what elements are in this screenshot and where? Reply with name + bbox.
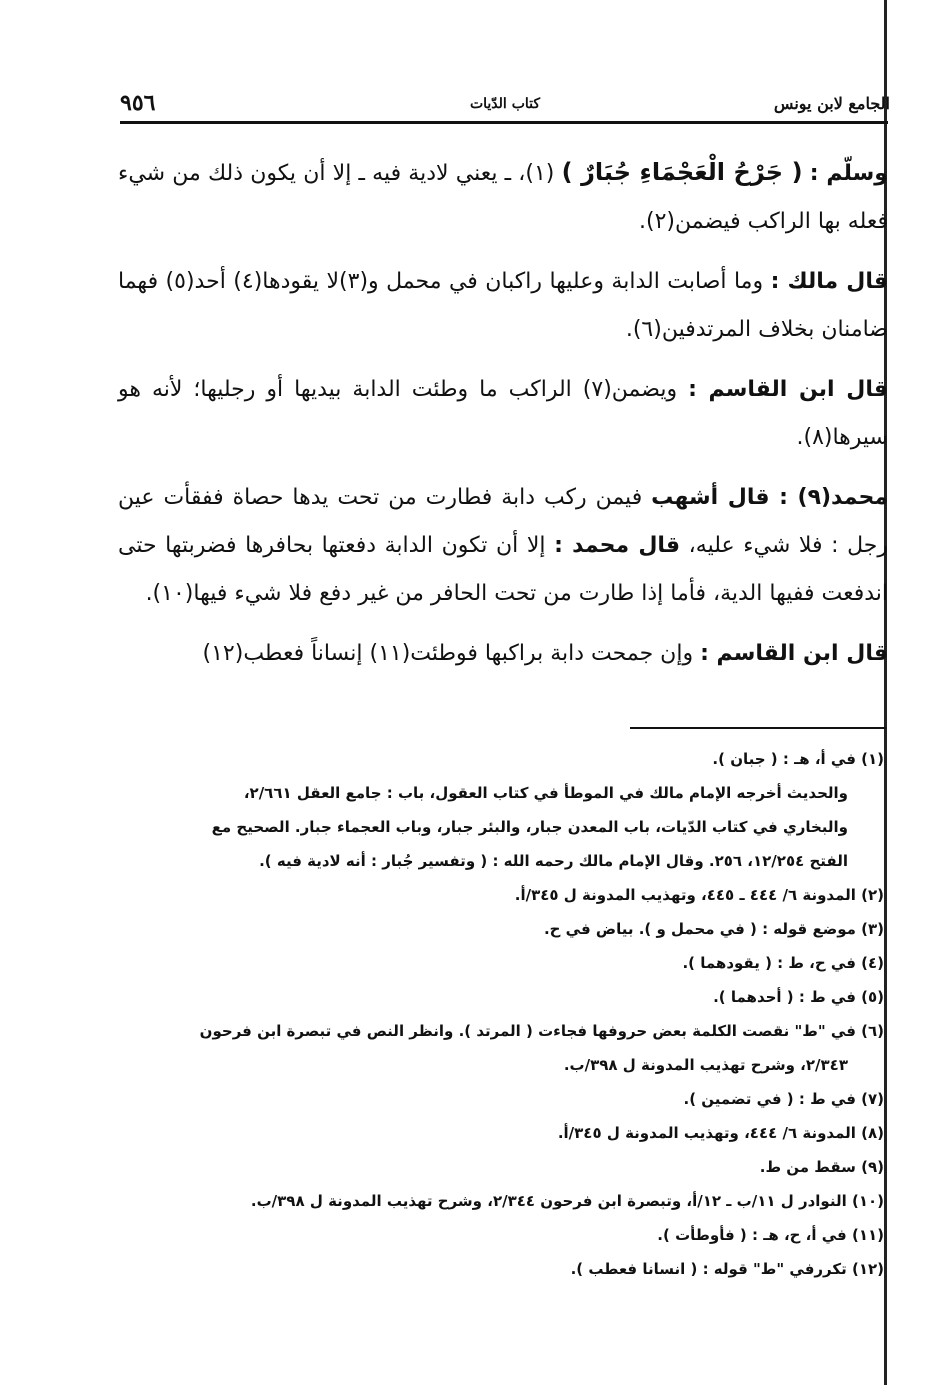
running-header bbox=[120, 92, 890, 120]
paragraph-lead: قال ابن القاسم : bbox=[700, 641, 888, 666]
footnote: (٨) المدونة ٦/ ٤٤٤، وتهذيب المدونة ل ٣٤٥/أ. bbox=[557, 1124, 884, 1142]
footnote: (٥) في ط : ( أحدهما ). bbox=[713, 988, 884, 1006]
footnote: (٧) في ط : ( في تضمين ). bbox=[683, 1090, 884, 1108]
paragraph-text-2: إلا أن تكون الدابة دفعتها بحافرها فضربتها حتى اندفعت ففيها الدية، فأما إذا طارت من تحت الحافر من غير دفع فلا شيء فيها(١٠). bbox=[118, 533, 888, 606]
footnote: (٩) سقط من ط. bbox=[759, 1158, 884, 1176]
footnote-continuation: ٢/٣٤٣، وشرح تهذيب المدونة ل ٣٩٨/ب. bbox=[563, 1056, 848, 1074]
paragraph-1 bbox=[118, 148, 888, 246]
footnotes bbox=[118, 742, 884, 1286]
footnote-continuation: والحديث أخرجه الإمام مالك في الموطأ في كتاب العقول، باب : جامع العقل ٢/٦٦١، bbox=[243, 784, 848, 802]
footnote-continuation: والبخاري في كتاب الدّيات، باب المعدن جبار، والبئر جبار، وباب العجماء جبار. الصحيح مع bbox=[211, 818, 848, 836]
paragraph-lead: وسلّم : bbox=[809, 161, 888, 186]
paragraph-text: وإن جمحت دابة براكبها فوطئت(١١) إنساناً فعطب(١٢) bbox=[202, 641, 694, 666]
paragraph-2 bbox=[118, 258, 888, 354]
footnote: (١١) في أ، ح، هـ : ( فأوطأت ). bbox=[657, 1226, 884, 1244]
footnote: (١٠) النوادر ل ١١/ب ـ ١٢/أ، وتبصرة ابن فرحون ٢/٣٤٤، وشرح تهذيب المدونة ل ٣٩٨/ب. bbox=[250, 1192, 884, 1210]
footnote: (٣) موضع قوله : ( في محمل و ). بياض في ح. bbox=[543, 920, 884, 938]
paragraph-text: فيمن ركب دابة فطارت من تحت يدها حصاة ففقأت عين رجل : فلا شيء عليه، bbox=[118, 485, 888, 558]
paragraph-3 bbox=[118, 366, 888, 462]
paragraph-lead-2: قال محمد : bbox=[554, 533, 681, 558]
chapter-title: كتاب الدّيات bbox=[469, 96, 541, 112]
paragraph-text: وما أصابت الدابة وعليها راكبان في محمل و(٣)لا يقودها(٤) أحد(٥) فهما ضامنان بخلاف المرتدفين(٦). bbox=[118, 269, 888, 342]
footnote: (٢) المدونة ٦/ ٤٤٤ ـ ٤٤٥، وتهذيب المدونة ل ٣٤٥/أ. bbox=[514, 886, 884, 904]
main-text bbox=[118, 148, 888, 690]
page-number: ٩٥٦ bbox=[120, 90, 156, 116]
hadith-quote: ( جَرْحُ الْعَجْمَاءِ جُبَارٌ ) bbox=[561, 158, 803, 186]
paragraph-lead: قال ابن القاسم : bbox=[688, 377, 888, 402]
paragraph-text: ويضمن(٧) الراكب ما وطئت الدابة بيديها أو رجليها؛ لأنه هو سيرها(٨). bbox=[118, 377, 888, 450]
paragraph-4 bbox=[118, 474, 888, 618]
paragraph-5 bbox=[118, 630, 888, 678]
header-rule bbox=[120, 121, 888, 124]
footnote: (٦) في "ط" نقصت الكلمة بعض حروفها فجاءت ( المرتد ). وانظر النص في تبصرة ابن فرحون bbox=[199, 1022, 884, 1040]
book-title: الجامع لابن يونس bbox=[773, 94, 890, 113]
footnote: (١) في أ، هـ : ( جبان ). bbox=[712, 750, 884, 768]
paragraph-text: (١)، ـ يعني لادية فيه ـ إلا أن يكون ذلك من شيء فعله بها الراكب فيضمن(٢). bbox=[118, 161, 888, 234]
paragraph-lead: محمد(٩) : قال أشهب bbox=[651, 485, 888, 510]
footnote: (٤) في ح، ط : ( يقودهما ). bbox=[682, 954, 884, 972]
footnote-separator bbox=[630, 727, 886, 729]
paragraph-lead: قال مالك : bbox=[770, 269, 889, 294]
footnote-continuation: الفتح ١٢/٢٥٤، ٢٥٦. وقال الإمام مالك رحمه الله : ( وتفسير جُبار : أنه لادية فيه ). bbox=[259, 852, 848, 870]
footnote: (١٢) تكررفي "ط" قوله : ( انسانا فعطب ). bbox=[570, 1260, 884, 1278]
